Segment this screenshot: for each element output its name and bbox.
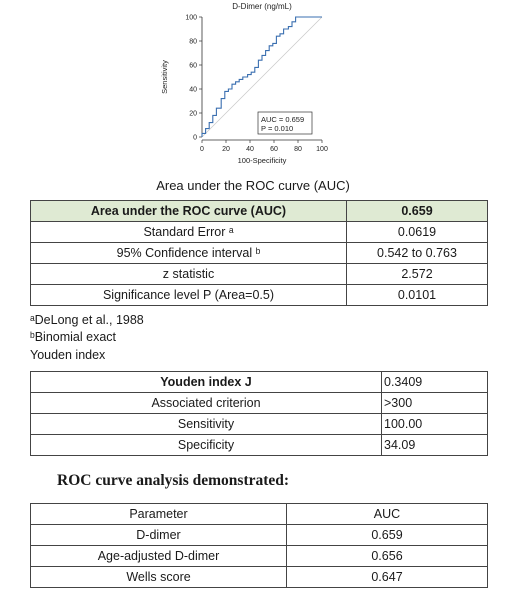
x-tick-label: 80 [294,146,302,153]
youden-table [30,371,488,456]
table-cell: 0.542 to 0.763 [347,243,488,264]
table-cell: Significance level P (Area=0.5) [31,285,347,306]
table-cell: Specificity [31,435,382,456]
y-tick-label: 60 [189,62,197,70]
x-tick-label: 20 [222,146,230,153]
chart-title: D-Dimer (ng/mL) [232,2,292,11]
x-tick-label: 60 [270,146,278,153]
table-row [31,435,488,456]
table-header-row [31,504,488,525]
table-cell: z statistic [31,264,347,285]
table-cell: >300 [382,393,488,414]
footnote-binomial: ᵇBinomial exact [30,330,117,344]
table-row [31,372,488,393]
y-tick-label: 20 [189,110,197,118]
table-row [31,525,488,546]
table-cell: Standard Error ᵃ [31,222,347,243]
y-axis [185,15,202,142]
auc-annotation-line2: P = 0.010 [261,124,294,133]
table-cell: Sensitivity [31,414,382,435]
x-tick-label: 0 [200,146,204,153]
auc-caption: Area under the ROC curve (AUC) [156,178,350,193]
table-cell: 0.0101 [347,285,488,306]
table-cell: 95% Confidence interval ᵇ [31,243,347,264]
y-tick-label: 80 [189,38,197,46]
y-tick-label: 100 [185,14,197,22]
table-cell: 34.09 [382,435,488,456]
x-tick-label: 100 [316,146,328,153]
y-tick-label: 40 [189,86,197,94]
table-cell: Associated criterion [31,393,382,414]
table-row [31,201,488,222]
table-cell: 0.659 [347,201,488,222]
table-row [31,222,488,243]
column-header-parameter: Parameter [31,504,287,525]
table-row [31,285,488,306]
roc-analysis-heading: ROC curve analysis demonstrated: [57,472,290,489]
table-row [31,243,488,264]
y-axis-label: Sensitivity [160,60,169,94]
table-cell: 0.659 [287,525,488,546]
table-cell: Wells score [31,567,287,588]
table-row [31,546,488,567]
table-cell: Area under the ROC curve (AUC) [31,201,347,222]
table-cell: Youden index J [31,372,382,393]
table-cell: 0.656 [287,546,488,567]
auc-table [30,200,488,306]
table-cell: 0.3409 [382,372,488,393]
table-cell: D-dimer [31,525,287,546]
roc-analysis-table [30,503,488,588]
table-row [31,567,488,588]
auc-annotation-line1: AUC = 0.659 [261,115,305,124]
table-row [31,414,488,435]
x-axis [200,140,328,153]
x-tick-label: 40 [246,146,254,153]
table-cell: 2.572 [347,264,488,285]
x-axis-label: 100-Specificity [237,156,287,165]
footnote-delong: ᵃDeLong et al., 1988 [30,313,144,327]
table-cell: 0.0619 [347,222,488,243]
table-row [31,393,488,414]
youden-label: Youden index [30,348,106,362]
table-row [31,264,488,285]
table-cell: Age-adjusted D-dimer [31,546,287,567]
column-header-auc: AUC [287,504,488,525]
y-tick-label: 0 [193,134,197,142]
table-cell: 100.00 [382,414,488,435]
table-cell: 0.647 [287,567,488,588]
roc-chart [150,0,340,170]
